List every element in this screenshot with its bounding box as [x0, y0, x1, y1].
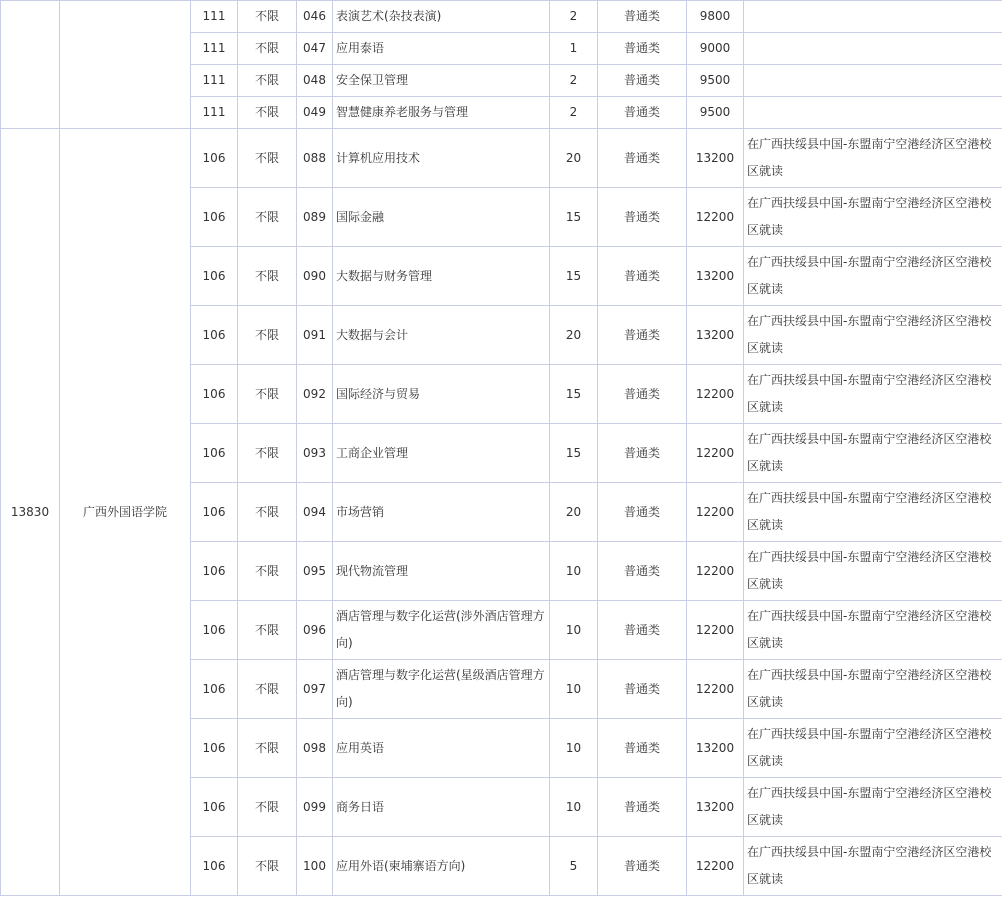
note-cell: 在广西扶绥县中国-东盟南宁空港经济区空港校区就读: [744, 424, 1002, 483]
limit-cell: 不限: [238, 365, 297, 424]
note-cell: 在广西扶绥县中国-东盟南宁空港经济区空港校区就读: [744, 719, 1002, 778]
note-cell: 在广西扶绥县中国-东盟南宁空港经济区空港校区就读: [744, 542, 1002, 601]
level-cell: 106: [191, 837, 238, 896]
major-code-cell: 094: [297, 483, 333, 542]
tuition-cell: 13200: [687, 719, 744, 778]
note-cell: [744, 65, 1002, 97]
tuition-cell: 12200: [687, 660, 744, 719]
plan-count-cell: 15: [550, 247, 598, 306]
level-cell: 106: [191, 483, 238, 542]
major-name-cell: 应用英语: [333, 719, 550, 778]
plan-count-cell: 5: [550, 837, 598, 896]
category-cell: 普通类: [598, 65, 687, 97]
limit-cell: 不限: [238, 719, 297, 778]
plan-count-cell: 1: [550, 33, 598, 65]
school-name-cell: 广西外国语学院: [60, 129, 191, 896]
note-cell: 在广西扶绥县中国-东盟南宁空港经济区空港校区就读: [744, 601, 1002, 660]
note-cell: [744, 33, 1002, 65]
note-cell: 在广西扶绥县中国-东盟南宁空港经济区空港校区就读: [744, 306, 1002, 365]
major-code-cell: 100: [297, 837, 333, 896]
school-code-cell: 13830: [1, 129, 60, 896]
category-cell: 普通类: [598, 837, 687, 896]
limit-cell: 不限: [238, 660, 297, 719]
plan-count-cell: 20: [550, 483, 598, 542]
plan-count-cell: 15: [550, 424, 598, 483]
plan-count-cell: 10: [550, 542, 598, 601]
major-name-cell: 酒店管理与数字化运营(星级酒店管理方向): [333, 660, 550, 719]
level-cell: 111: [191, 65, 238, 97]
limit-cell: 不限: [238, 129, 297, 188]
major-name-cell: 计算机应用技术: [333, 129, 550, 188]
category-cell: 普通类: [598, 483, 687, 542]
major-name-cell: 工商企业管理: [333, 424, 550, 483]
level-cell: 106: [191, 365, 238, 424]
category-cell: 普通类: [598, 188, 687, 247]
plan-count-cell: 20: [550, 306, 598, 365]
category-cell: 普通类: [598, 424, 687, 483]
tuition-cell: 12200: [687, 601, 744, 660]
limit-cell: 不限: [238, 306, 297, 365]
limit-cell: 不限: [238, 33, 297, 65]
major-name-cell: 国际金融: [333, 188, 550, 247]
tuition-cell: 12200: [687, 483, 744, 542]
note-cell: 在广西扶绥县中国-东盟南宁空港经济区空港校区就读: [744, 247, 1002, 306]
note-cell: 在广西扶绥县中国-东盟南宁空港经济区空港校区就读: [744, 660, 1002, 719]
major-name-cell: 安全保卫管理: [333, 65, 550, 97]
level-cell: 111: [191, 33, 238, 65]
note-cell: [744, 97, 1002, 129]
tuition-cell: 13200: [687, 129, 744, 188]
major-name-cell: 国际经济与贸易: [333, 365, 550, 424]
tuition-cell: 12200: [687, 188, 744, 247]
major-code-cell: 046: [297, 1, 333, 33]
category-cell: 普通类: [598, 97, 687, 129]
major-name-cell: 智慧健康养老服务与管理: [333, 97, 550, 129]
plan-count-cell: 15: [550, 365, 598, 424]
tuition-cell: 13200: [687, 306, 744, 365]
major-code-cell: 092: [297, 365, 333, 424]
major-name-cell: 大数据与会计: [333, 306, 550, 365]
limit-cell: 不限: [238, 837, 297, 896]
major-code-cell: 048: [297, 65, 333, 97]
tuition-cell: 12200: [687, 837, 744, 896]
category-cell: 普通类: [598, 719, 687, 778]
tuition-cell: 13200: [687, 247, 744, 306]
limit-cell: 不限: [238, 97, 297, 129]
note-cell: 在广西扶绥县中国-东盟南宁空港经济区空港校区就读: [744, 483, 1002, 542]
level-cell: 106: [191, 778, 238, 837]
major-name-cell: 大数据与财务管理: [333, 247, 550, 306]
plan-count-cell: 10: [550, 778, 598, 837]
plan-count-cell: 15: [550, 188, 598, 247]
limit-cell: 不限: [238, 601, 297, 660]
tuition-cell: 9500: [687, 97, 744, 129]
plan-count-cell: 2: [550, 97, 598, 129]
plan-count-cell: 10: [550, 601, 598, 660]
category-cell: 普通类: [598, 129, 687, 188]
plan-count-cell: 10: [550, 719, 598, 778]
plan-count-cell: 10: [550, 660, 598, 719]
plan-count-cell: 20: [550, 129, 598, 188]
table-row: [1, 1, 1002, 33]
limit-cell: 不限: [238, 778, 297, 837]
school-code-cell: [1, 1, 60, 129]
tuition-cell: 9500: [687, 65, 744, 97]
major-code-cell: 088: [297, 129, 333, 188]
plan-count-cell: 2: [550, 1, 598, 33]
level-cell: 111: [191, 1, 238, 33]
major-code-cell: 089: [297, 188, 333, 247]
major-name-cell: 应用外语(柬埔寨语方向): [333, 837, 550, 896]
major-code-cell: 049: [297, 97, 333, 129]
category-cell: 普通类: [598, 1, 687, 33]
limit-cell: 不限: [238, 247, 297, 306]
limit-cell: 不限: [238, 424, 297, 483]
category-cell: 普通类: [598, 660, 687, 719]
tuition-cell: 12200: [687, 542, 744, 601]
category-cell: 普通类: [598, 33, 687, 65]
table-body: [1, 1, 1002, 896]
tuition-cell: 9000: [687, 33, 744, 65]
level-cell: 106: [191, 129, 238, 188]
major-name-cell: 应用泰语: [333, 33, 550, 65]
major-code-cell: 091: [297, 306, 333, 365]
level-cell: 106: [191, 188, 238, 247]
table-row: [1, 129, 1002, 188]
major-code-cell: 093: [297, 424, 333, 483]
category-cell: 普通类: [598, 306, 687, 365]
category-cell: 普通类: [598, 601, 687, 660]
level-cell: 106: [191, 424, 238, 483]
plan-count-cell: 2: [550, 65, 598, 97]
limit-cell: 不限: [238, 542, 297, 601]
note-cell: 在广西扶绥县中国-东盟南宁空港经济区空港校区就读: [744, 188, 1002, 247]
major-code-cell: 098: [297, 719, 333, 778]
major-name-cell: 现代物流管理: [333, 542, 550, 601]
category-cell: 普通类: [598, 542, 687, 601]
limit-cell: 不限: [238, 65, 297, 97]
major-code-cell: 090: [297, 247, 333, 306]
tuition-cell: 13200: [687, 778, 744, 837]
major-code-cell: 096: [297, 601, 333, 660]
limit-cell: 不限: [238, 1, 297, 33]
major-code-cell: 047: [297, 33, 333, 65]
note-cell: 在广西扶绥县中国-东盟南宁空港经济区空港校区就读: [744, 129, 1002, 188]
level-cell: 106: [191, 660, 238, 719]
major-name-cell: 酒店管理与数字化运营(涉外酒店管理方向): [333, 601, 550, 660]
major-name-cell: 表演艺术(杂技表演): [333, 1, 550, 33]
major-name-cell: 商务日语: [333, 778, 550, 837]
note-cell: 在广西扶绥县中国-东盟南宁空港经济区空港校区就读: [744, 778, 1002, 837]
level-cell: 106: [191, 247, 238, 306]
major-code-cell: 099: [297, 778, 333, 837]
category-cell: 普通类: [598, 365, 687, 424]
note-cell: 在广西扶绥县中国-东盟南宁空港经济区空港校区就读: [744, 365, 1002, 424]
major-name-cell: 市场营销: [333, 483, 550, 542]
level-cell: 106: [191, 601, 238, 660]
limit-cell: 不限: [238, 483, 297, 542]
limit-cell: 不限: [238, 188, 297, 247]
tuition-cell: 12200: [687, 365, 744, 424]
level-cell: 106: [191, 719, 238, 778]
major-code-cell: 095: [297, 542, 333, 601]
note-cell: 在广西扶绥县中国-东盟南宁空港经济区空港校区就读: [744, 837, 1002, 896]
note-cell: [744, 1, 1002, 33]
school-name-cell: [60, 1, 191, 129]
tuition-cell: 9800: [687, 1, 744, 33]
major-code-cell: 097: [297, 660, 333, 719]
tuition-cell: 12200: [687, 424, 744, 483]
level-cell: 106: [191, 306, 238, 365]
category-cell: 普通类: [598, 778, 687, 837]
level-cell: 106: [191, 542, 238, 601]
category-cell: 普通类: [598, 247, 687, 306]
level-cell: 111: [191, 97, 238, 129]
